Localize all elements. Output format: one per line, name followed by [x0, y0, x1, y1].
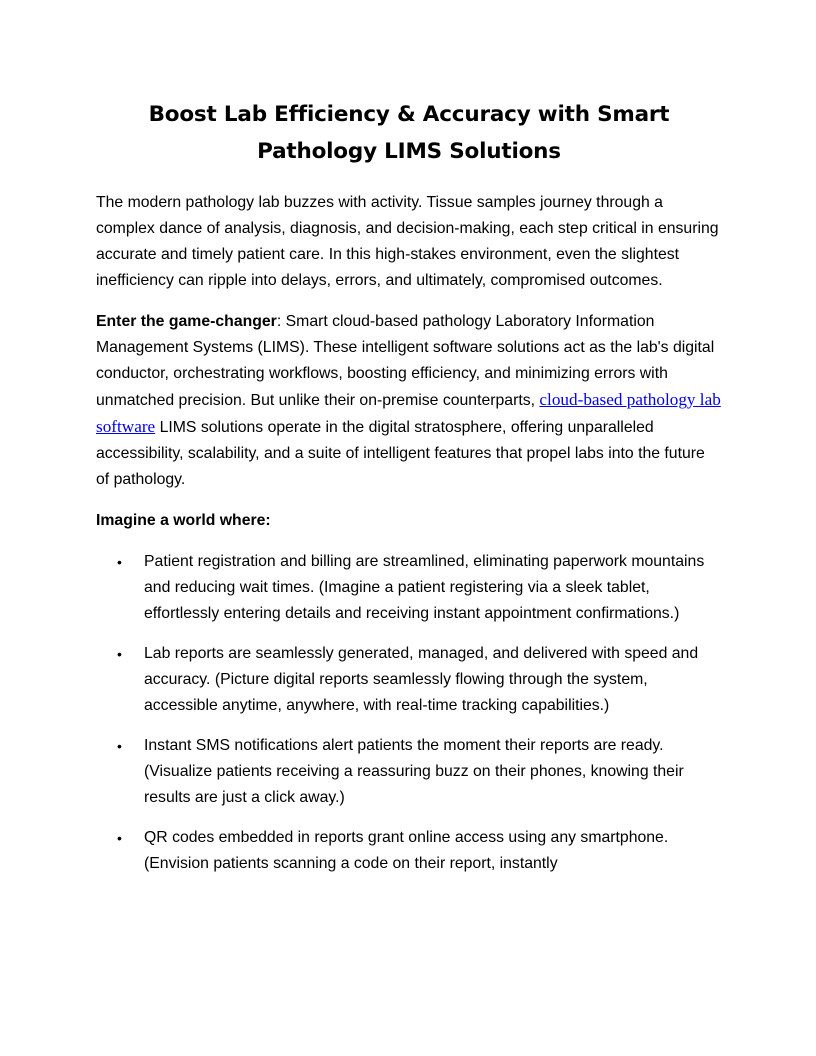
feature-list: [96, 549, 722, 877]
list-item-text: QR codes embedded in reports grant online access using any smartphone. (Envision patients scanning a code on their report, instantly: [144, 829, 669, 872]
list-item: [96, 549, 722, 627]
bullet-icon: •: [117, 554, 122, 570]
game-changer-text-continued: LIMS solutions operate in the digital stratosphere, offering unparalleled accessibility, scalability, and a suite of intelligent features that propel labs into the future of pathology.: [96, 419, 705, 488]
game-changer-lead: Enter the game-changer: [96, 313, 277, 330]
list-heading: Imagine a world where:: [96, 512, 271, 529]
list-item-text: Lab reports are seamlessly generated, managed, and delivered with speed and accuracy. (Picture digital reports seamlessly flowing through the system, accessible anytime, anywhere, with real-time tracking capabilities.): [144, 645, 699, 714]
list-item-text: Patient registration and billing are streamlined, eliminating paperwork mountains and reducing wait times. (Imagine a patient registering via a sleek tablet, effortlessly entering details and receiving instant appointment confirmations.): [144, 553, 705, 622]
list-item: [96, 825, 722, 877]
list-item: [96, 733, 722, 811]
intro-paragraph: The modern pathology lab buzzes with activity. Tissue samples journey through a complex dance of analysis, diagnosis, and decision-making, each step critical in ensuring accurate and timely patient care. In this high-stakes environment, even the slightest inefficiency can ripple into delays, errors, and ultimately, compromised outcomes.: [96, 194, 719, 289]
bullet-icon: •: [117, 646, 122, 662]
list-item-text: Instant SMS notifications alert patients the moment their reports are ready. (Visualize patients receiving a reassuring buzz on their phones, knowing their results are just a click away.): [144, 737, 684, 806]
bullet-icon: •: [117, 830, 122, 846]
game-changer-text: : Smart cloud-based pathology Laboratory Information Management Systems (LIMS). These intelligent software solutions act as the lab's digital conductor, orchestrating workflows, boosting efficiency, and minimizing errors with unmatched precision. But unlike their on-premise counterparts,: [96, 313, 715, 409]
list-item: [96, 641, 722, 719]
cloud-lab-software-link[interactable]: cloud-based pathology lab software: [96, 390, 721, 436]
page-title: Boost Lab Efficiency & Accuracy with Smart Pathology LIMS Solutions: [148, 102, 670, 164]
document-body: [96, 96, 722, 891]
game-changer-paragraph: [96, 309, 722, 493]
bullet-icon: •: [117, 738, 122, 754]
